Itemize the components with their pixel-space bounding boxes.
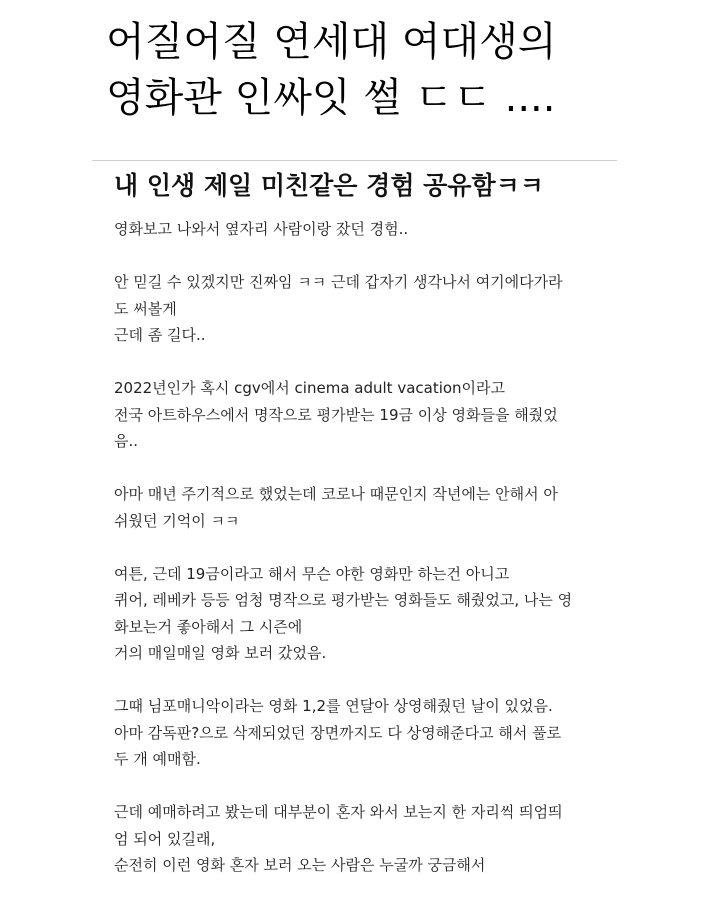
text-line: 아마 감독판?으로 삭제되었던 장면까지도 다 상영해준다고 해서 풀로	[114, 723, 562, 742]
text-line: 그때 님포매니악이라는 영화 1,2를 연달아 상영해줬던 날이 있었음.	[114, 697, 553, 715]
text-line: 2022년인가 혹시 cgv에서 cinema adult vacation이라고	[114, 379, 506, 397]
headline	[106, 14, 686, 126]
text-line: 엄 되어 있길래,	[114, 829, 216, 848]
text-line: 안 믿길 수 있겠지만 진짜임 ㅋㅋ 근데 갑자기 생각나서 여기에다가라	[114, 273, 563, 291]
post-title: 내 인생 제일 미친같은 경험 공유함ㅋㅋ	[114, 171, 544, 200]
text-line: 전국 아트하우스에서 명작으로 평가받는 19금 이상 영화들을 해줬었	[114, 405, 558, 424]
text-line: 근데 좀 길다..	[114, 326, 206, 344]
paragraph-2	[114, 269, 614, 349]
paragraph-1	[114, 216, 614, 243]
paragraph-5	[114, 561, 614, 667]
text-line: 근데 예매하려고 봤는데 대부분이 혼자 와서 보는지 한 자리씩 띄엄띄	[114, 803, 563, 821]
text-line: 두 개 예매함.	[114, 750, 201, 768]
post-body	[114, 216, 614, 905]
text-line: 화보는거 좋아해서 그 시즌에	[114, 617, 303, 636]
text-line: 순전히 이런 영화 혼자 보러 오는 사람은 누굴까 궁금해서	[114, 856, 486, 874]
paragraph-6	[114, 693, 614, 773]
text-line: 여튼, 근데 19금이라고 해서 무슨 야한 영화만 하는건 아니고	[114, 564, 510, 583]
paragraph-4	[114, 481, 614, 534]
text-line: 거의 매일매일 영화 보러 갔었음.	[114, 644, 327, 662]
text-line: 음..	[114, 432, 139, 450]
paragraph-3	[114, 375, 614, 455]
paragraph-7	[114, 799, 614, 879]
headline-line-2: 영화관 인싸잇 썰 ㄷㄷ ....	[106, 75, 556, 121]
text-line: 쉬웠던 기억이 ㅋㅋ	[114, 511, 240, 530]
divider	[92, 160, 617, 161]
text-line: 퀴어, 레베카 등등 엄청 명작으로 평가받는 영화들도 해줬었고, 나는 영	[114, 591, 573, 609]
headline-line-1: 어질어질 연세대 여대생의	[106, 19, 557, 65]
text-line: 도 써볼게	[114, 299, 177, 318]
text-line: 영화보고 나와서 옆자리 사람이랑 잤던 경험..	[114, 220, 409, 238]
text-line: 아마 매년 주기적으로 했었는데 코로나 때문인지 작년에는 안해서 아	[114, 485, 558, 503]
